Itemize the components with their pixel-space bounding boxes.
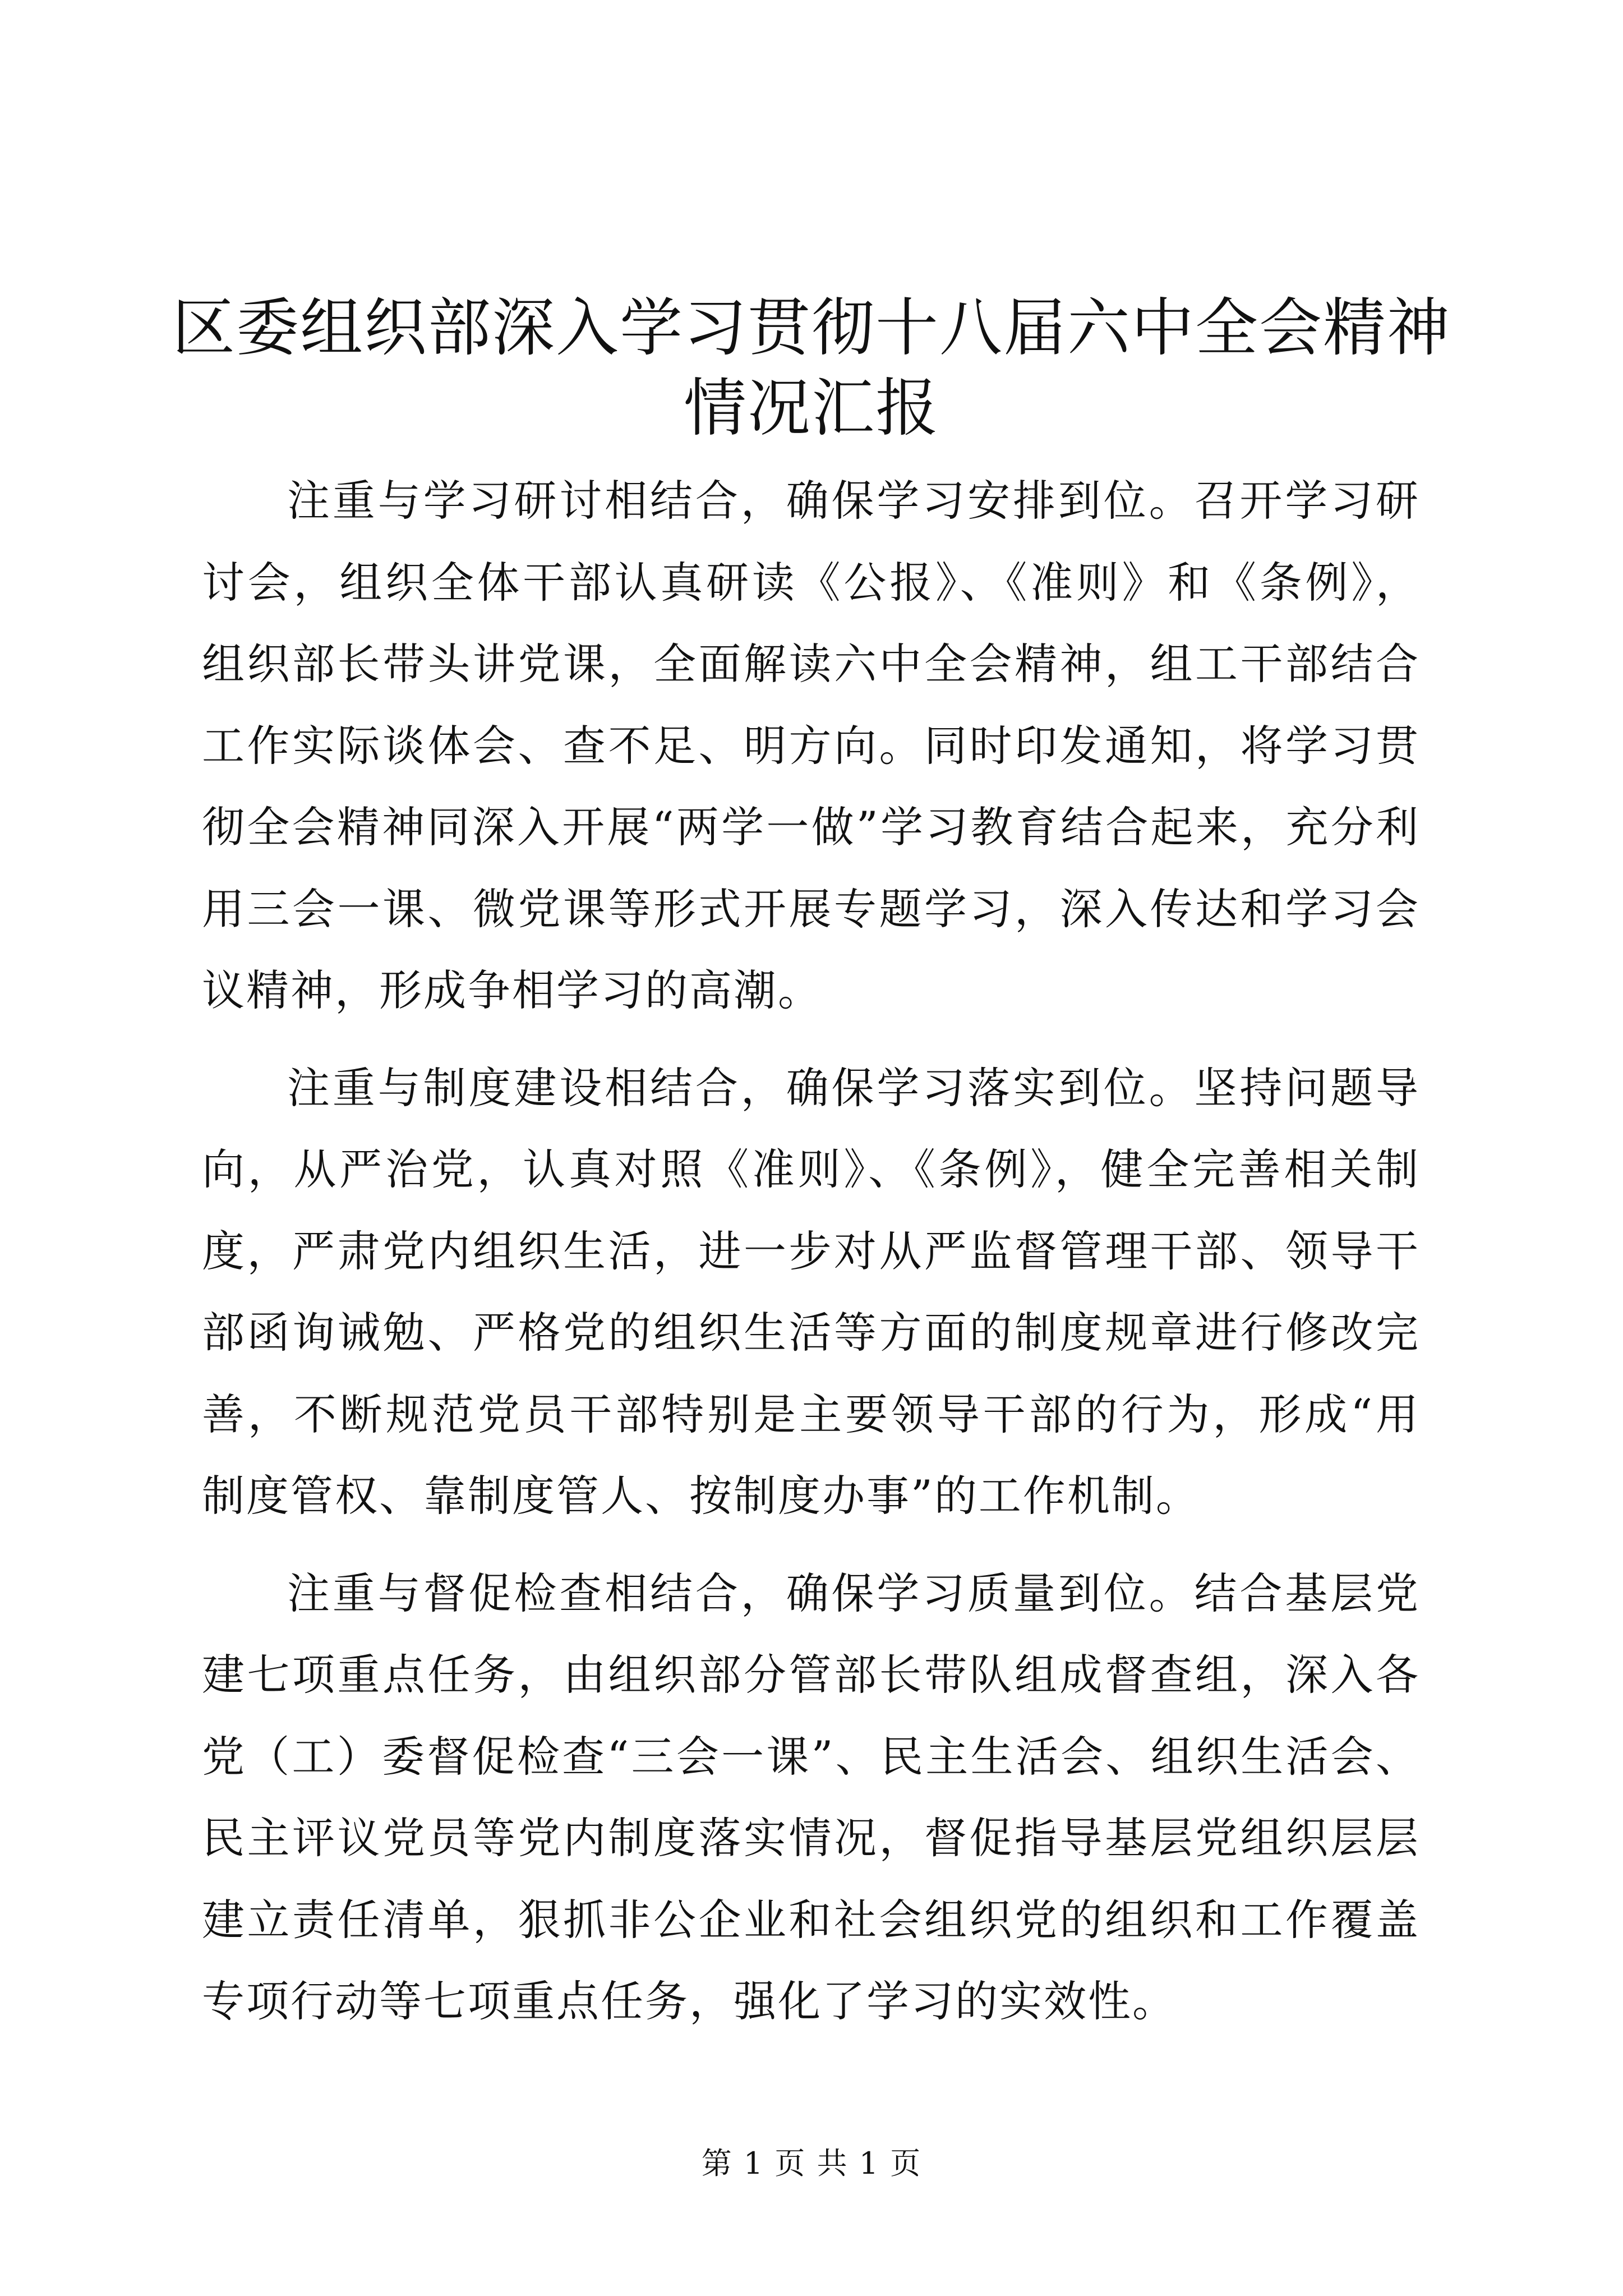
paragraph-3: 注重与督促检查相结合，确保学习质量到位。结合基层党建七项重点任务，由组织部分管部长带队组成督查组，深入各党（工）委督促检查“三会一课”、民主生活会、组织生活会、民主评议党员等党内制度落实情况，督促指导基层党组织层层建立责任清单，狠抓非公企业和社会组织党的组织和工作覆盖专项行动等七项重点任务，强化了学习的实效性。	[202, 1568, 1420, 2026]
document-body	[202, 460, 1420, 2058]
document-title-line-2: 情况汇报	[684, 372, 939, 445]
document-title-line-1: 区委组织部深入学习贯彻十八届六中全会精神	[172, 292, 1451, 365]
page-footer: 第 1 页 共 1 页	[701, 2146, 922, 2181]
paragraph-2: 注重与制度建设相结合，确保学习落实到位。坚持问题导向，从严治党，认真对照《准则》、《条例》，健全完善相关制度，严肃党内组织生活，进一步对从严监督管理干部、领导干部函询诫勉、严格党的组织生活等方面的制度规章进行修改完善，不断规范党员干部特别是主要领导干部的行为，形成“用制度管权、靠制度管人、按制度办事”的工作机制。	[202, 1062, 1420, 1521]
paragraph-1: 注重与学习研讨相结合，确保学习安排到位。召开学习研讨会，组织全体干部认真研读《公报》、《准则》和《条例》，组织部长带头讲党课，全面解读六中全会精神，组工干部结合工作实际谈体会、查不足、明方向。同时印发通知，将学习贯彻全会精神同深入开展“两学一做”学习教育结合起来，充分利用三会一课、微党课等形式开展专题学习，深入传达和学习会议精神，形成争相学习的高潮。	[202, 476, 1420, 1015]
